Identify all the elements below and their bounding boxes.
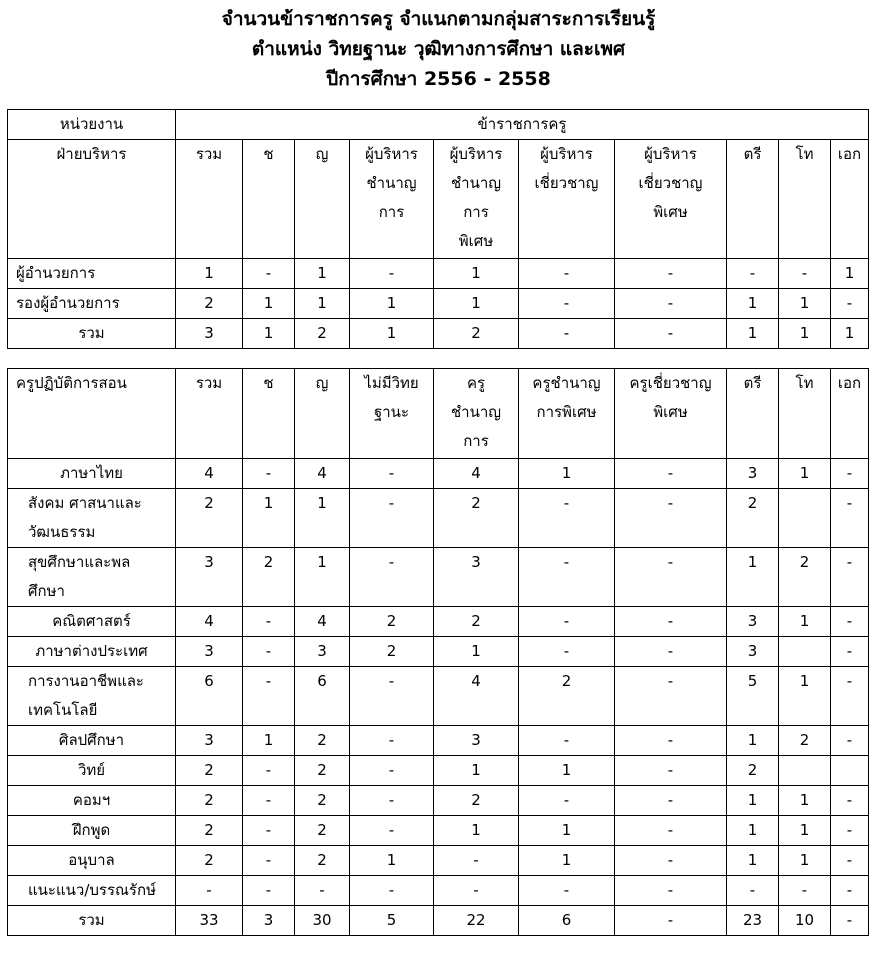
admin-cell: 1 xyxy=(727,319,779,349)
teacher-row-label: อนุบาล xyxy=(8,846,176,876)
admin-column-header: รวม xyxy=(176,140,243,259)
teacher-cell: 5 xyxy=(727,667,779,726)
teacher-cell: 1 xyxy=(295,489,350,548)
teacher-cell: 1 xyxy=(779,816,831,846)
teacher-cell: - xyxy=(350,876,434,906)
teacher-cell: - xyxy=(831,786,869,816)
teacher-cell: 1 xyxy=(295,548,350,607)
teacher-cell: - xyxy=(350,726,434,756)
teacher-cell: - xyxy=(615,548,727,607)
teacher-cell: 2 xyxy=(176,756,243,786)
teacher-cell: - xyxy=(350,756,434,786)
teacher-cell: 23 xyxy=(727,906,779,936)
teacher-cell: - xyxy=(519,786,615,816)
unit-label: หน่วยงาน xyxy=(8,110,176,140)
teacher-cell: 1 xyxy=(727,816,779,846)
admin-column-header: ช xyxy=(243,140,295,259)
teacher-column-header: ญ xyxy=(295,369,350,459)
teacher-table-row xyxy=(8,786,869,816)
teacher-cell: - xyxy=(350,459,434,489)
teacher-table xyxy=(7,368,869,936)
teacher-cell: - xyxy=(615,667,727,726)
teacher-cell: 1 xyxy=(519,756,615,786)
admin-cell: 1 xyxy=(350,319,434,349)
teacher-row-label: ฝึกพูด xyxy=(8,816,176,846)
teacher-cell: 4 xyxy=(295,459,350,489)
teacher-row-label: สุขศึกษาและพล ศึกษา xyxy=(8,548,176,607)
teacher-cell: 2 xyxy=(519,667,615,726)
admin-cell: 1 xyxy=(831,259,869,289)
admin-column-header: ผู้บริหาร ชำนาญ การ xyxy=(350,140,434,259)
teacher-cell: 6 xyxy=(519,906,615,936)
teacher-cell: - xyxy=(779,876,831,906)
report-title xyxy=(0,4,877,94)
teacher-cell: - xyxy=(434,846,519,876)
teacher-row-label: การงานอาชีพและ เทคโนโลยี xyxy=(8,667,176,726)
teacher-cell: 1 xyxy=(779,459,831,489)
title-line-1: จำนวนข้าราชการครู จำแนกตามกลุ่มสาระการเรียนรู้ xyxy=(221,8,656,30)
teacher-cell: 1 xyxy=(350,846,434,876)
teacher-row-label: สังคม ศาสนาและ วัฒนธรรม xyxy=(8,489,176,548)
teacher-cell: - xyxy=(243,637,295,667)
teacher-row-label: วิทย์ xyxy=(8,756,176,786)
admin-cell: 1 xyxy=(350,289,434,319)
admin-cell: 1 xyxy=(434,259,519,289)
teacher-cell: 2 xyxy=(434,786,519,816)
admin-row-header: ฝ่ายบริหาร xyxy=(8,140,176,259)
teacher-cell: 10 xyxy=(779,906,831,936)
admin-row-label: รองผู้อำนวยการ xyxy=(8,289,176,319)
teacher-cell xyxy=(779,637,831,667)
teacher-cell: - xyxy=(176,876,243,906)
admin-column-header: เอก xyxy=(831,140,869,259)
admin-column-header: ผู้บริหาร ชำนาญ การ พิเศษ xyxy=(434,140,519,259)
teacher-cell: 3 xyxy=(727,607,779,637)
teacher-cell: 1 xyxy=(727,548,779,607)
teacher-cell: 1 xyxy=(779,607,831,637)
teacher-cell: 2 xyxy=(176,489,243,548)
teacher-cell: 3 xyxy=(176,726,243,756)
admin-cell: - xyxy=(519,319,615,349)
teacher-row-label: ภาษาต่างประเทศ xyxy=(8,637,176,667)
teacher-cell: 1 xyxy=(727,786,779,816)
admin-cell: 1 xyxy=(295,259,350,289)
teacher-cell: - xyxy=(350,548,434,607)
teacher-cell: - xyxy=(350,489,434,548)
admin-column-header: ผู้บริหาร เชี่ยวชาญ พิเศษ xyxy=(615,140,727,259)
teacher-cell: - xyxy=(350,667,434,726)
admin-row-label: รวม xyxy=(8,319,176,349)
admin-cell: 1 xyxy=(295,289,350,319)
admin-cell: - xyxy=(779,259,831,289)
title-line-2: ตำแหน่ง วิทยฐานะ วุฒิทางการศึกษา และเพศ xyxy=(251,38,626,60)
teacher-cell: - xyxy=(243,816,295,846)
admin-cell: - xyxy=(350,259,434,289)
admin-cell: 2 xyxy=(176,289,243,319)
teacher-cell: 2 xyxy=(176,786,243,816)
teacher-row-header: ครูปฏิบัติการสอน xyxy=(8,369,176,459)
teacher-cell: 22 xyxy=(434,906,519,936)
admin-cell: - xyxy=(243,259,295,289)
teacher-cell: 3 xyxy=(243,906,295,936)
teacher-row-label: ศิลปศึกษา xyxy=(8,726,176,756)
teacher-cell: 33 xyxy=(176,906,243,936)
teacher-cell: - xyxy=(519,637,615,667)
admin-column-header: ผู้บริหาร เชี่ยวชาญ xyxy=(519,140,615,259)
teacher-cell: 2 xyxy=(727,756,779,786)
teacher-cell: 3 xyxy=(727,637,779,667)
teacher-cell: 1 xyxy=(519,459,615,489)
teacher-cell: 3 xyxy=(295,637,350,667)
admin-cell: 1 xyxy=(434,289,519,319)
teacher-cell: - xyxy=(615,816,727,846)
teacher-cell: - xyxy=(831,548,869,607)
teacher-table-row xyxy=(8,906,869,936)
teacher-column-header: เอก xyxy=(831,369,869,459)
teacher-cell: - xyxy=(519,489,615,548)
teacher-table-row xyxy=(8,637,869,667)
teacher-cell: - xyxy=(519,876,615,906)
teacher-cell: 3 xyxy=(727,459,779,489)
teacher-cell: 4 xyxy=(176,607,243,637)
teacher-cell: - xyxy=(615,756,727,786)
teacher-table-row xyxy=(8,667,869,726)
admin-column-header: โท xyxy=(779,140,831,259)
teacher-cell: 3 xyxy=(176,548,243,607)
teacher-cell: - xyxy=(243,756,295,786)
admin-table-row xyxy=(8,319,869,349)
teacher-cell: 1 xyxy=(779,667,831,726)
admin-table-row xyxy=(8,289,869,319)
teacher-column-header: ช xyxy=(243,369,295,459)
teacher-column-header: ครู ชำนาญ การ xyxy=(434,369,519,459)
teacher-cell: - xyxy=(243,786,295,816)
teacher-cell: - xyxy=(615,786,727,816)
title-line-3: ปีการศึกษา 2556 - 2558 xyxy=(326,68,551,90)
admin-column-header-row xyxy=(8,140,869,259)
admin-cell: - xyxy=(519,259,615,289)
teacher-table-row xyxy=(8,726,869,756)
teacher-cell: - xyxy=(519,726,615,756)
teacher-cell: 4 xyxy=(295,607,350,637)
teacher-cell: 2 xyxy=(295,726,350,756)
teacher-row-label: คณิตศาสตร์ xyxy=(8,607,176,637)
teacher-column-header: รวม xyxy=(176,369,243,459)
teacher-cell: - xyxy=(519,607,615,637)
teacher-cell: - xyxy=(615,726,727,756)
teacher-cell: - xyxy=(831,667,869,726)
teacher-cell: - xyxy=(615,489,727,548)
teacher-cell: 2 xyxy=(350,607,434,637)
teacher-cell: 2 xyxy=(779,726,831,756)
teacher-table-row xyxy=(8,846,869,876)
teacher-cell: 4 xyxy=(434,459,519,489)
admin-cell: - xyxy=(615,259,727,289)
teacher-column-header: ครูเชี่ยวชาญ พิเศษ xyxy=(615,369,727,459)
admin-cell: 2 xyxy=(295,319,350,349)
admin-cell: 1 xyxy=(831,319,869,349)
teacher-cell: 1 xyxy=(243,726,295,756)
teacher-cell: 6 xyxy=(176,667,243,726)
teacher-cell: - xyxy=(350,816,434,846)
teacher-cell: 2 xyxy=(727,489,779,548)
teacher-table-row xyxy=(8,489,869,548)
teacher-cell: 2 xyxy=(176,846,243,876)
admin-cell: - xyxy=(615,289,727,319)
admin-column-header: ตรี xyxy=(727,140,779,259)
teacher-cell: - xyxy=(519,548,615,607)
admin-cell: - xyxy=(831,289,869,319)
teacher-cell: - xyxy=(615,876,727,906)
teacher-cell: - xyxy=(831,816,869,846)
teacher-column-header: ครูชำนาญ การพิเศษ xyxy=(519,369,615,459)
admin-cell: 1 xyxy=(243,289,295,319)
teacher-cell: 1 xyxy=(727,846,779,876)
teacher-column-header-row xyxy=(8,369,869,459)
teacher-cell: - xyxy=(831,489,869,548)
teacher-cell: 1 xyxy=(434,637,519,667)
teacher-row-label: ภาษาไทย xyxy=(8,459,176,489)
teacher-cell: 1 xyxy=(727,726,779,756)
admin-cell: 1 xyxy=(779,319,831,349)
teacher-cell: - xyxy=(243,459,295,489)
admin-table-row xyxy=(8,259,869,289)
teacher-row-label: คอมฯ xyxy=(8,786,176,816)
teacher-cell xyxy=(779,489,831,548)
teacher-cell: 6 xyxy=(295,667,350,726)
teacher-cell: - xyxy=(831,876,869,906)
teacher-cell: 2 xyxy=(779,548,831,607)
teacher-column-header: ไม่มีวิทย ฐานะ xyxy=(350,369,434,459)
admin-column-header: ญ xyxy=(295,140,350,259)
teacher-table-row xyxy=(8,459,869,489)
teacher-column-header: โท xyxy=(779,369,831,459)
teacher-cell: 1 xyxy=(243,489,295,548)
teacher-table-row xyxy=(8,816,869,846)
admin-cell: 1 xyxy=(243,319,295,349)
teacher-cell: 2 xyxy=(434,489,519,548)
teacher-cell: - xyxy=(243,667,295,726)
teacher-cell: - xyxy=(831,459,869,489)
teacher-cell: 1 xyxy=(434,756,519,786)
admin-table xyxy=(7,109,869,349)
admin-cell: 3 xyxy=(176,319,243,349)
teacher-cell: 3 xyxy=(434,548,519,607)
teacher-cell: - xyxy=(831,637,869,667)
teacher-row-label: รวม xyxy=(8,906,176,936)
teacher-cell xyxy=(831,756,869,786)
admin-cell: - xyxy=(727,259,779,289)
teacher-cell: - xyxy=(615,459,727,489)
teacher-cell: - xyxy=(615,846,727,876)
teacher-cell: 3 xyxy=(176,637,243,667)
teacher-cell: 1 xyxy=(779,786,831,816)
admin-cell: 1 xyxy=(727,289,779,319)
teacher-cell: - xyxy=(243,846,295,876)
teacher-row-label: แนะแนว/บรรณรักษ์ xyxy=(8,876,176,906)
teacher-cell: 2 xyxy=(350,637,434,667)
teacher-cell: 1 xyxy=(434,816,519,846)
admin-cell: 1 xyxy=(779,289,831,319)
teacher-cell: 4 xyxy=(434,667,519,726)
teacher-cell: - xyxy=(831,726,869,756)
teacher-cell: - xyxy=(615,906,727,936)
teacher-cell: - xyxy=(831,906,869,936)
teacher-table-row xyxy=(8,607,869,637)
teacher-cell: 1 xyxy=(519,816,615,846)
teacher-cell: 2 xyxy=(243,548,295,607)
teacher-table-row xyxy=(8,756,869,786)
teacher-cell: 2 xyxy=(434,607,519,637)
teacher-cell: 2 xyxy=(295,846,350,876)
teacher-cell: - xyxy=(434,876,519,906)
teacher-cell: - xyxy=(831,846,869,876)
teacher-cell: - xyxy=(615,607,727,637)
teacher-cell: - xyxy=(295,876,350,906)
teacher-cell: - xyxy=(615,637,727,667)
teacher-cell: - xyxy=(727,876,779,906)
admin-row-label: ผู้อำนวยการ xyxy=(8,259,176,289)
teacher-cell: 3 xyxy=(434,726,519,756)
teacher-cell: - xyxy=(243,607,295,637)
admin-group-header-row xyxy=(8,110,869,140)
teacher-cell: 5 xyxy=(350,906,434,936)
teacher-cell: 1 xyxy=(519,846,615,876)
teacher-cell: 2 xyxy=(176,816,243,846)
admin-cell: - xyxy=(615,319,727,349)
teacher-cell: - xyxy=(243,876,295,906)
teacher-table-row xyxy=(8,876,869,906)
admin-cell: 1 xyxy=(176,259,243,289)
teacher-cell: 30 xyxy=(295,906,350,936)
teacher-cell xyxy=(779,756,831,786)
teacher-cell: 2 xyxy=(295,786,350,816)
group-label: ข้าราชการครู xyxy=(176,110,869,140)
teacher-table-row xyxy=(8,548,869,607)
teacher-cell: 2 xyxy=(295,756,350,786)
teacher-cell: 2 xyxy=(295,816,350,846)
teacher-cell: 1 xyxy=(779,846,831,876)
teacher-column-header: ตรี xyxy=(727,369,779,459)
teacher-cell: - xyxy=(831,607,869,637)
teacher-cell: - xyxy=(350,786,434,816)
teacher-cell: 4 xyxy=(176,459,243,489)
admin-cell: - xyxy=(519,289,615,319)
admin-cell: 2 xyxy=(434,319,519,349)
